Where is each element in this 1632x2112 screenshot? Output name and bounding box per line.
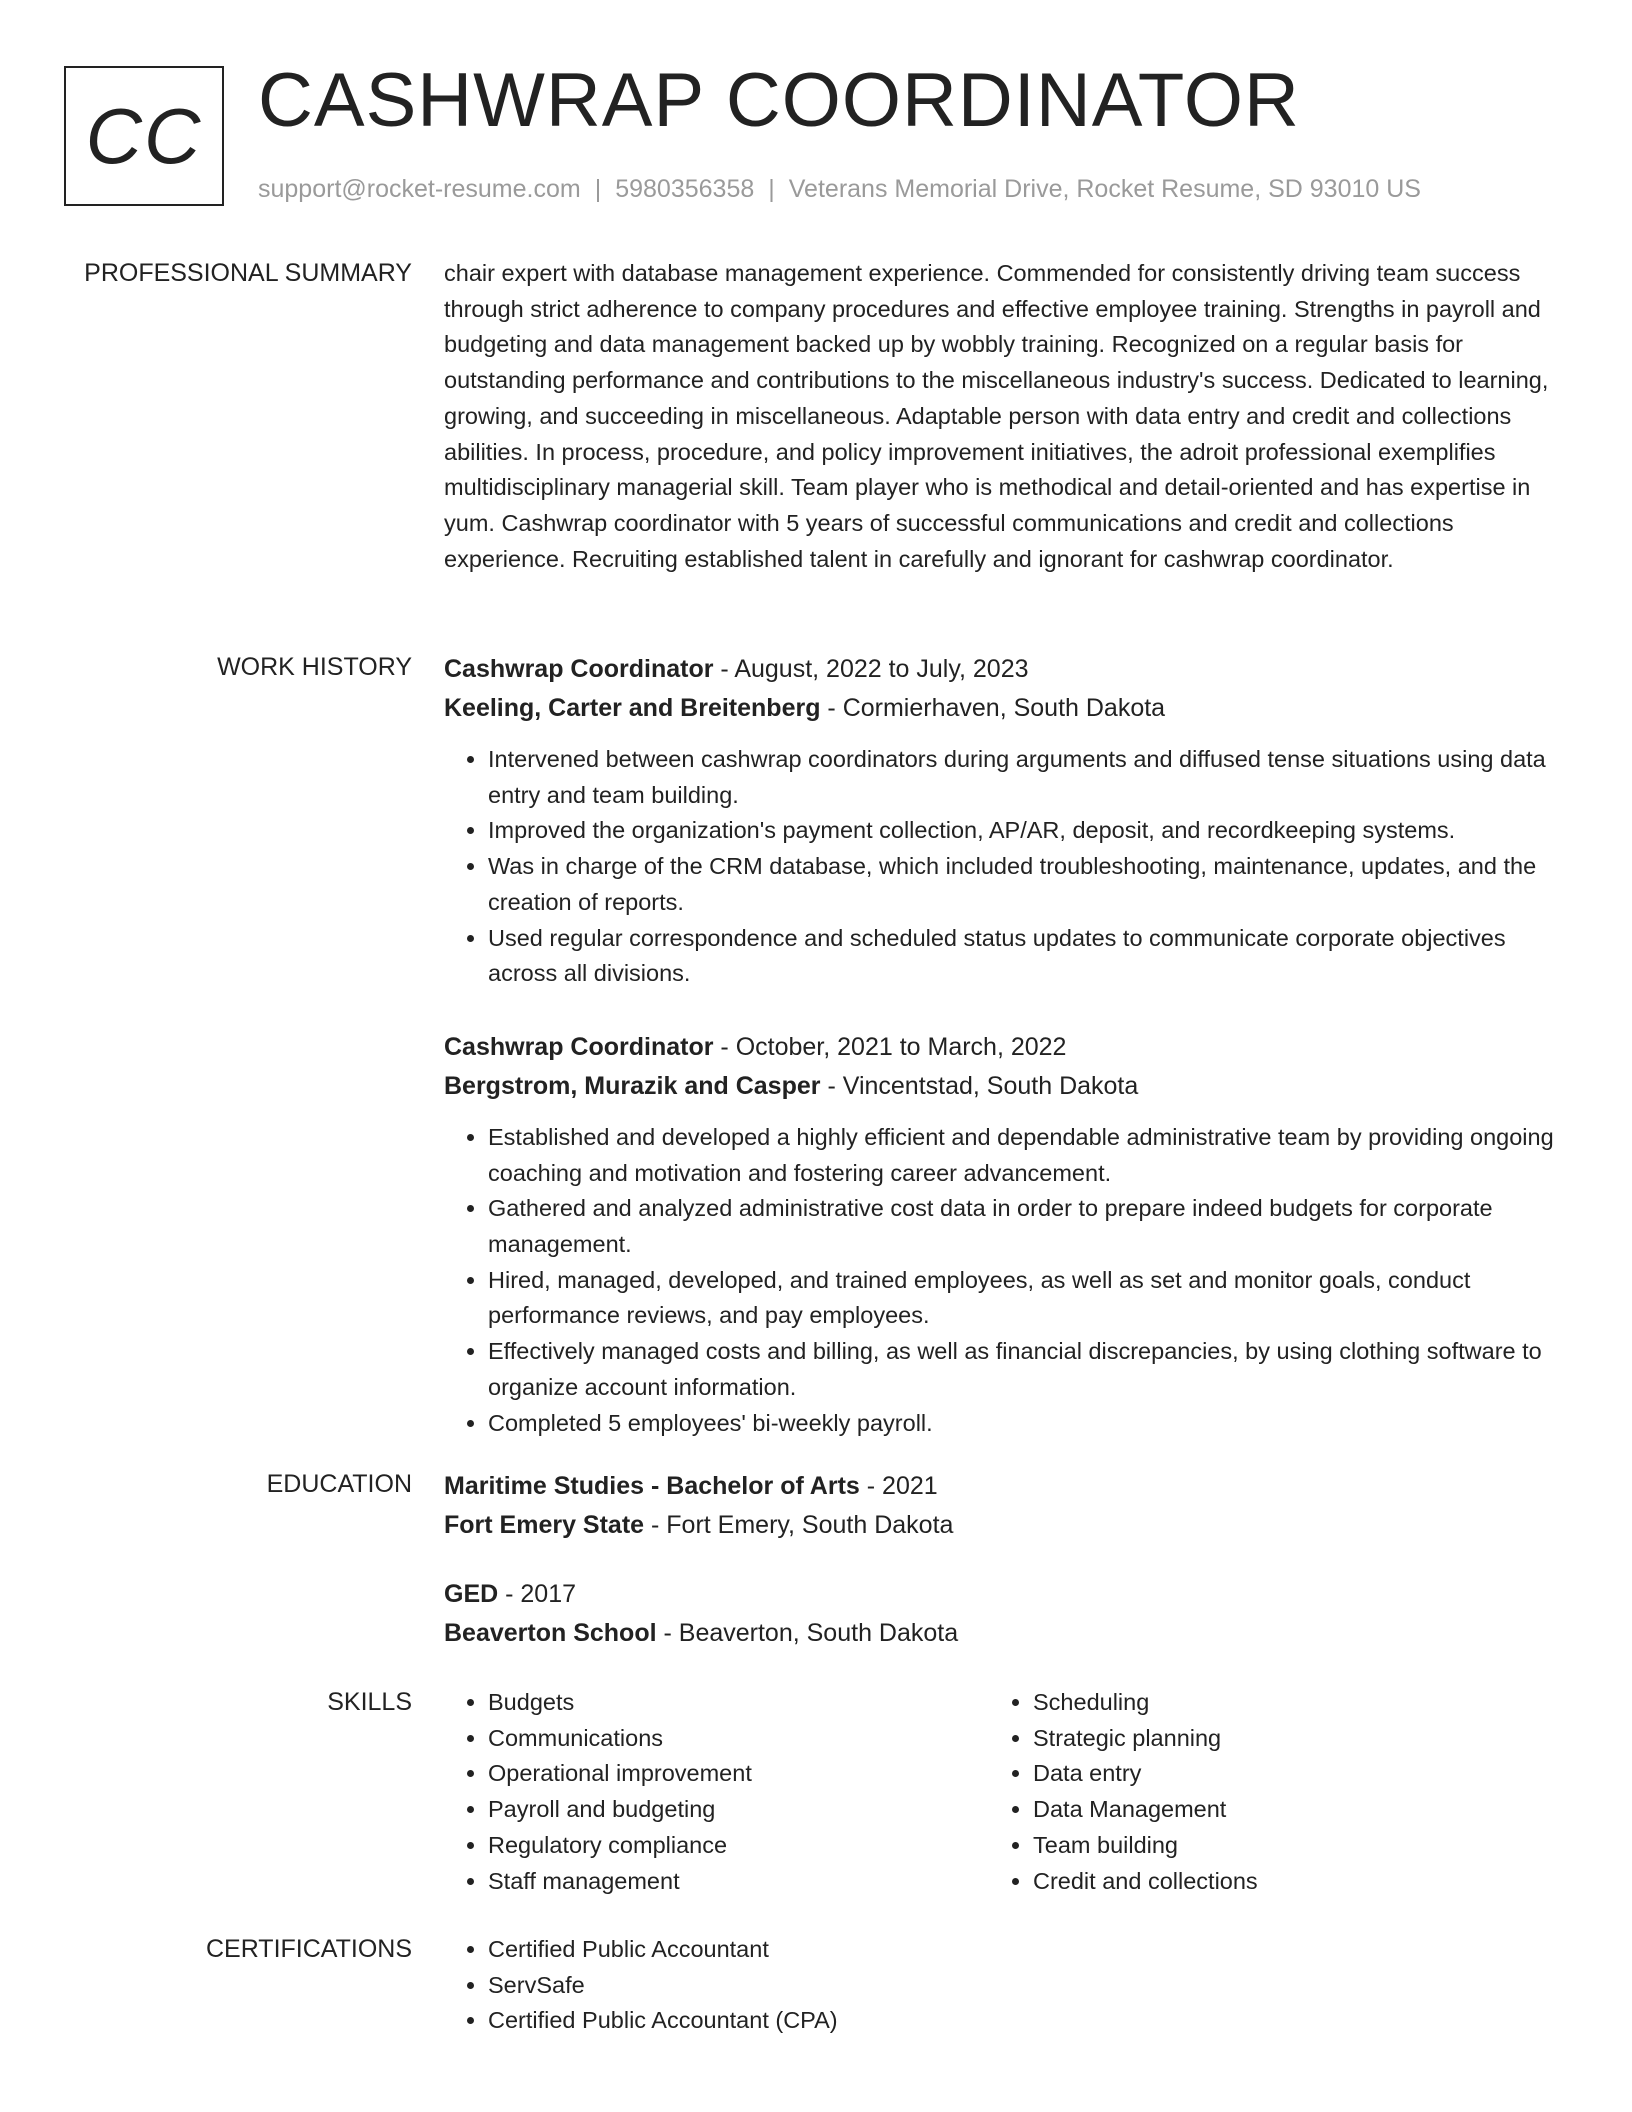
education-location: - Beaverton, South Dakota: [656, 1619, 959, 1647]
job-company: Keeling, Carter and Breitenberg: [444, 694, 821, 722]
contact-separator: |: [768, 175, 775, 203]
monogram-initials: CC: [85, 91, 203, 180]
job-dates: - August, 2022 to July, 2023: [713, 655, 1029, 683]
skills-list-right: [989, 1685, 1534, 1899]
job-bullet: • Improved the organization's payment collection, AP/AR, deposit, and recordkeeping systems.: [488, 813, 1564, 849]
job-bullet: • Gathered and analyzed administrative cost data in order to prepare indeed budgets for corporate management.: [488, 1191, 1564, 1262]
skill-item: • Credit and collections: [1033, 1864, 1534, 1900]
job-company-line: [444, 689, 1564, 728]
education-location: - Fort Emery, South Dakota: [644, 1511, 954, 1539]
education-year: - 2021: [859, 1472, 938, 1500]
job-title: Cashwrap Coordinator: [444, 655, 714, 683]
education-year: - 2017: [498, 1580, 577, 1608]
contact-email[interactable]: support@rocket-resume.com: [258, 175, 581, 203]
job-location: - Cormierhaven, South Dakota: [820, 694, 1166, 722]
job-title: Cashwrap Coordinator: [444, 1032, 714, 1061]
education-school: Beaverton School: [444, 1619, 657, 1647]
skill-item: • Strategic planning: [1033, 1721, 1534, 1757]
job-bullet: • Intervened between cashwrap coordinators during arguments and diffused tense situations using data entry and team building.: [488, 742, 1564, 813]
job-bullets: [444, 742, 1564, 992]
skill-item: • Data entry: [1033, 1756, 1534, 1792]
education-school-line: [444, 1614, 1564, 1653]
skill-item: • Regulatory compliance: [488, 1828, 989, 1864]
education-entry: [444, 1467, 1564, 1545]
job-bullet: • Was in charge of the CRM database, which included troubleshooting, maintenance, updates, and the creation of reports.: [488, 849, 1564, 920]
skills-heading: SKILLS: [327, 1688, 412, 1716]
skill-item: • Scheduling: [1033, 1685, 1534, 1721]
skills-body: [444, 1685, 1564, 1899]
resume-name: CASHWRAP COORDINATOR: [258, 58, 1300, 143]
job-company: Bergstrom, Murazik and Casper: [444, 1071, 821, 1100]
skill-item: • Staff management: [488, 1864, 989, 1900]
certification-item: • Certified Public Accountant: [488, 1932, 1564, 1968]
education-entry: [444, 1575, 1564, 1653]
contact-phone[interactable]: 5980356358: [615, 175, 755, 203]
job-location: - Vincentstad, South Dakota: [820, 1071, 1139, 1100]
skills-list-left: [444, 1685, 989, 1899]
job-bullet: • Effectively managed costs and billing, as well as financial discrepancies, by using clothing software to organize account information.: [488, 1334, 1564, 1405]
skill-item: • Payroll and budgeting: [488, 1792, 989, 1828]
contact-address: Veterans Memorial Drive, Rocket Resume, SD 93010 US: [788, 175, 1421, 203]
contact-separator: |: [594, 175, 602, 203]
job-entry: [444, 650, 1564, 992]
skills-grid: [444, 1685, 1564, 1899]
summary-body: [444, 256, 1564, 577]
work-history-heading: WORK HISTORY: [217, 653, 412, 681]
certifications-body: [444, 1932, 1564, 2039]
job-entry: [444, 1028, 1564, 1441]
job-title-line: [444, 1028, 1564, 1067]
monogram-badge: [64, 66, 224, 206]
education-degree-line: [444, 1467, 1564, 1506]
skill-item: • Communications: [488, 1721, 989, 1757]
work-history-body: [444, 650, 1564, 1477]
job-bullets: [444, 1120, 1564, 1441]
education-degree: Maritime Studies - Bachelor of Arts: [444, 1472, 860, 1500]
education-degree: GED: [444, 1580, 499, 1608]
certification-item: • ServSafe: [488, 1968, 1564, 2004]
job-dates: - October, 2021 to March, 2022: [713, 1032, 1067, 1061]
summary-heading: PROFESSIONAL SUMMARY: [84, 259, 412, 287]
education-degree-line: [444, 1575, 1564, 1614]
job-bullet: • Completed 5 employees' bi-weekly payroll.: [488, 1406, 1564, 1442]
education-heading: EDUCATION: [266, 1470, 412, 1498]
education-school: Fort Emery State: [444, 1511, 645, 1539]
contact-line: [258, 174, 1421, 204]
job-bullet: • Hired, managed, developed, and trained employees, as well as set and monitor goals, conduct performance reviews, and pay employees.: [488, 1263, 1564, 1334]
job-bullet: • Used regular correspondence and scheduled status updates to communicate corporate objectives across all divisions.: [488, 921, 1564, 992]
summary-text: chair expert with database management experience. Commended for consistently driving team success through strict adherence to company procedures and effective employee training. Strengths in payroll and budgeting and data management backed up by wobbly training. Recognized on a regular basis for outstanding performance and contributions to the miscellaneous industry's success. Dedicated to learning, growing, and succeeding in miscellaneous. Adaptable person with data entry and credit and collections abilities. In process, procedure, and policy improvement initiatives, the adroit professional exemplifies multidisciplinary managerial skill. Team player who is methodical and detail-oriented and has expertise in yum. Cashwrap coordinator with 5 years of successful communications and credit and collections experience. Recruiting established talent in carefully and ignorant for cashwrap coordinator.: [444, 260, 1549, 572]
education-school-line: [444, 1506, 1564, 1545]
skill-item: • Team building: [1033, 1828, 1534, 1864]
certifications-heading: CERTIFICATIONS: [205, 1935, 412, 1963]
job-bullet: • Established and developed a highly efficient and dependable administrative team by providing ongoing coaching and motivation and fostering career advancement.: [488, 1120, 1564, 1191]
skill-item: • Operational improvement: [488, 1756, 989, 1792]
job-company-line: [444, 1067, 1564, 1106]
certifications-list: [444, 1932, 1564, 2039]
certification-item: • Certified Public Accountant (CPA): [488, 2003, 1564, 2039]
skill-item: • Data Management: [1033, 1792, 1534, 1828]
education-body: [444, 1467, 1564, 1683]
job-title-line: [444, 650, 1564, 689]
skill-item: • Budgets: [488, 1685, 989, 1721]
